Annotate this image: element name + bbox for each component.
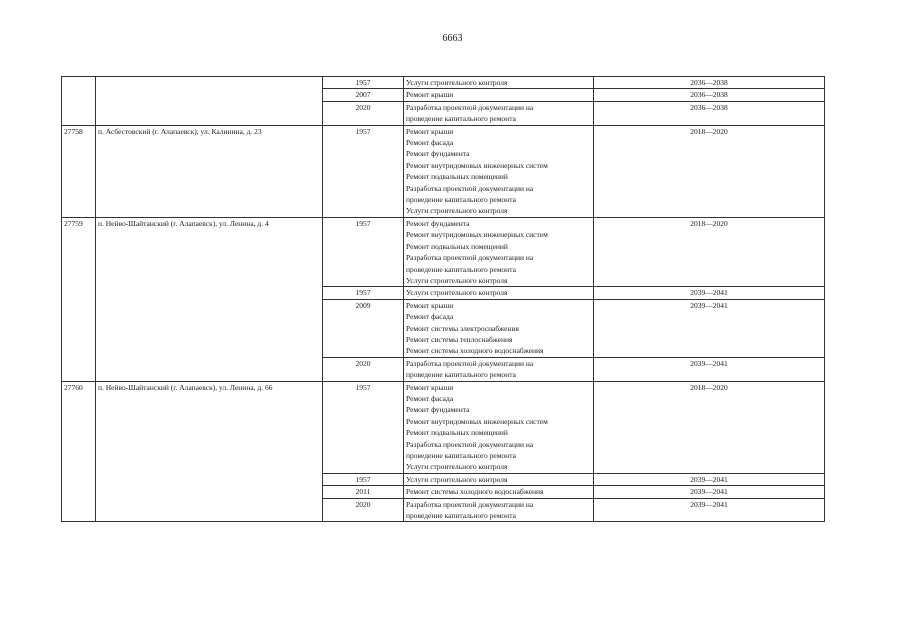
work-types-cell: [404, 217, 594, 286]
work-type-line: проведение капитального ремонта: [406, 114, 516, 124]
repair-schedule-table: [61, 76, 825, 522]
period-cell: 2036—2038: [594, 101, 825, 125]
year-cell: 2009: [323, 299, 404, 357]
work-type-line: проведение капитального ремонта: [406, 511, 516, 521]
work-type-line: Ремонт подвальных помещений: [406, 241, 508, 251]
period-cell: 2039—2041: [594, 357, 825, 381]
page-number: 6663: [442, 33, 463, 44]
work-type-line: Ремонт крыши: [406, 126, 454, 136]
work-types-cell: [404, 287, 594, 299]
table-body: [62, 77, 825, 522]
work-type-line: Ремонт внутридомовых инженерных систем: [406, 416, 548, 426]
period-cell: 2036—2038: [594, 77, 825, 89]
object-number-cell: 27760: [62, 381, 96, 522]
table-row: [62, 77, 825, 89]
address-cell: [96, 77, 323, 126]
work-type-line: Разработка проектной документации на: [406, 183, 534, 193]
work-type-line: проведение капитального ремонта: [406, 451, 516, 460]
work-type-line: Разработка проектной документации на: [406, 499, 534, 509]
work-type-line: Ремонт системы холодного водоснабжения: [406, 346, 544, 356]
work-type-line: Ремонт внутридомовых инженерных систем: [406, 160, 548, 170]
work-types-cell: [404, 125, 594, 217]
table-row: [62, 125, 825, 217]
work-types-cell: [404, 101, 594, 125]
work-type-line: Услуги строительного контроля: [406, 462, 508, 472]
work-type-line: проведение капитального ремонта: [406, 195, 516, 205]
work-type-line: Ремонт фундамента: [406, 218, 470, 228]
address-cell: п. Нейво-Шайтанский (г. Алапаевск), ул. Ленина, д. 4: [96, 217, 323, 381]
work-type-line: Услуги строительного контроля: [406, 288, 508, 298]
period-cell: 2039—2041: [594, 287, 825, 299]
year-cell: 1957: [323, 125, 404, 217]
year-cell: 2007: [323, 89, 404, 101]
address-cell: п. Асбестовский (г. Алапаевск), ул. Калинина, д. 23: [96, 125, 323, 217]
period-cell: 2018—2020: [594, 381, 825, 473]
work-type-line: Ремонт фасада: [406, 312, 454, 322]
year-cell: 1957: [323, 473, 404, 485]
year-cell: 2020: [323, 101, 404, 125]
period-cell: 2039—2041: [594, 486, 825, 498]
work-type-line: Ремонт крыши: [406, 90, 454, 100]
work-type-line: Ремонт крыши: [406, 300, 454, 310]
table-row: [62, 381, 825, 473]
work-types-cell: [404, 381, 594, 473]
year-cell: 1957: [323, 287, 404, 299]
period-cell: 2018—2020: [594, 217, 825, 286]
work-type-line: Разработка проектной документации на: [406, 358, 534, 368]
period-cell: 2039—2041: [594, 498, 825, 522]
work-type-line: Услуги строительного контроля: [406, 78, 508, 87]
work-type-line: Разработка проектной документации на: [406, 253, 534, 263]
work-types-cell: [404, 299, 594, 357]
year-cell: 2011: [323, 486, 404, 498]
work-type-line: Ремонт подвальных помещений: [406, 172, 508, 182]
period-cell: 2018—2020: [594, 125, 825, 217]
work-type-line: Ремонт системы электроснабжения: [406, 323, 519, 333]
work-type-line: проведение капитального ремонта: [406, 264, 516, 274]
table-row: [62, 217, 825, 286]
work-types-cell: [404, 486, 594, 498]
work-type-line: Ремонт внутридомовых инженерных систем: [406, 230, 548, 240]
object-number-cell: [62, 77, 96, 126]
object-number-cell: 27759: [62, 217, 96, 381]
work-types-cell: [404, 498, 594, 522]
period-cell: 2036—2038: [594, 89, 825, 101]
work-type-line: Услуги строительного контроля: [406, 275, 508, 285]
year-cell: 1957: [323, 381, 404, 473]
work-type-line: Услуги строительного контроля: [406, 206, 508, 216]
object-number-cell: 27758: [62, 125, 96, 217]
work-type-line: Разработка проектной документации на: [406, 102, 534, 112]
work-type-line: проведение капитального ремонта: [406, 370, 516, 380]
year-cell: 1957: [323, 217, 404, 286]
work-type-line: Ремонт фундамента: [406, 149, 470, 159]
work-type-line: Ремонт системы теплоснабжения: [406, 334, 513, 344]
work-type-line: Разработка проектной документации на: [406, 439, 534, 449]
work-types-cell: [404, 77, 594, 89]
work-type-line: Ремонт крыши: [406, 382, 454, 392]
work-type-line: Услуги строительного контроля: [406, 474, 508, 484]
work-type-line: Ремонт фасада: [406, 393, 454, 403]
work-type-line: Ремонт системы холодного водоснабжения: [406, 487, 544, 497]
period-cell: 2039—2041: [594, 473, 825, 485]
year-cell: 2020: [323, 357, 404, 381]
work-type-line: Ремонт фундамента: [406, 405, 470, 415]
work-types-cell: [404, 357, 594, 381]
period-cell: 2039—2041: [594, 299, 825, 357]
work-type-line: Ремонт подвальных помещений: [406, 428, 508, 438]
year-cell: 2020: [323, 498, 404, 522]
work-types-cell: [404, 473, 594, 485]
work-types-cell: [404, 89, 594, 101]
year-cell: 1957: [323, 77, 404, 89]
work-type-line: Ремонт фасада: [406, 138, 454, 148]
address-cell: п. Нейво-Шайтанский (г. Алапаевск), ул. Ленина, д. 66: [96, 381, 323, 522]
